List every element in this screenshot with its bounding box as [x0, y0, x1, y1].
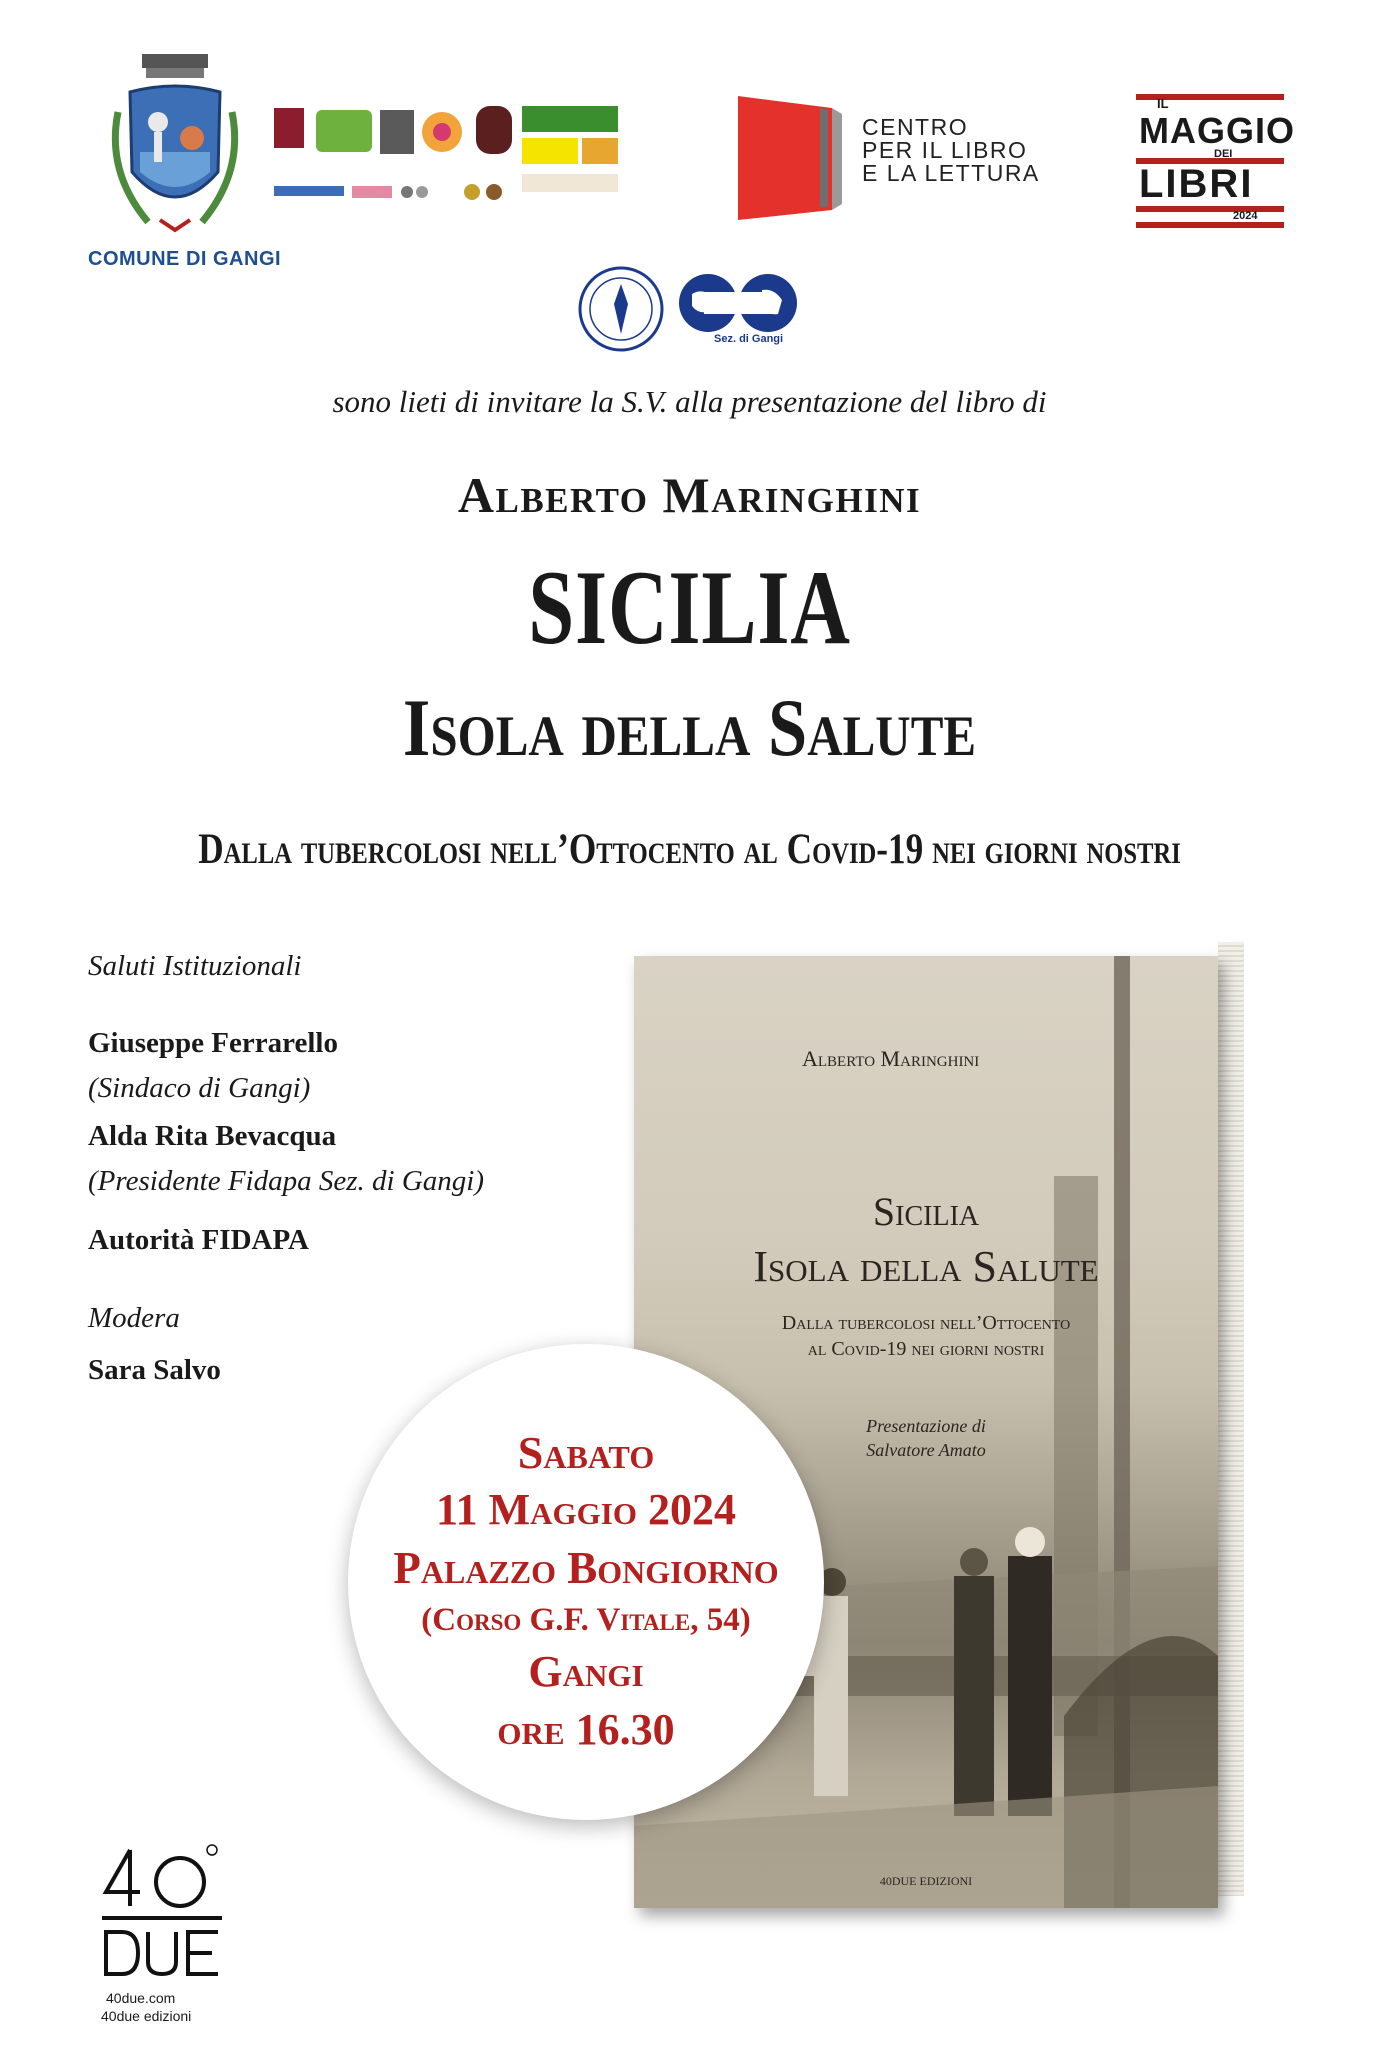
- cover-publisher: 40DUE EDIZIONI: [879, 1874, 973, 1888]
- maggio-year: 2024: [1233, 210, 1258, 222]
- bpw-globe-logo: [678, 270, 798, 336]
- comune-di-gangi-crest: [100, 52, 250, 244]
- book-title-line1: SICILIA: [528, 549, 851, 666]
- cll-line2: PER IL LIBRO: [862, 137, 1028, 163]
- cover-presentation-label: Presentazione di: [866, 1416, 986, 1436]
- moderator-label: Modera: [88, 1302, 180, 1334]
- cover-presenter-name: Salvatore Amato: [866, 1440, 986, 1460]
- centro-libro-lettura-text: [862, 116, 1040, 185]
- maggio-dei: DEI: [1214, 148, 1233, 160]
- speaker-2-name: Alda Rita Bevacqua: [88, 1120, 337, 1152]
- event-venue: Palazzo Bongiorno: [393, 1543, 779, 1593]
- event-time: ore 16.30: [497, 1705, 675, 1754]
- authority-line: [88, 1222, 309, 1258]
- event-address: (Corso G.F. Vitale, 54): [421, 1602, 751, 1638]
- publisher-name: 40due edizioni: [101, 2008, 192, 2024]
- tourism-badges-group: [272, 104, 654, 208]
- speaker-1-name: Giuseppe Ferrarello: [88, 1027, 338, 1059]
- centro-libro-lettura-logo-mark: [728, 94, 846, 222]
- cll-line3: E LA LETTURA: [862, 160, 1040, 186]
- fidapa-section-label: Sez. di Gangi: [714, 333, 784, 345]
- maggio-word: MAGGIO: [1139, 110, 1295, 151]
- speaker-1-role: (Sindaco di Gangi): [88, 1072, 311, 1104]
- speaker-2-role: (Presidente Fidapa Sez. di Gangi): [88, 1165, 484, 1197]
- authority-prefix: Autorità: [88, 1224, 195, 1256]
- maggio-il: IL: [1157, 96, 1169, 111]
- comune-name: COMUNE DI GANGI: [88, 248, 282, 270]
- event-day: Sabato: [517, 1427, 655, 1478]
- cover-subtitle-line2: al Covid-19 nei giorni nostri: [807, 1338, 1045, 1360]
- book-subtitle: Dalla tubercolosi nell’Ottocento al Covid-19 nei giorni nostri: [198, 826, 1181, 873]
- author-name: Alberto Maringhini: [457, 467, 922, 523]
- greetings-label: Saluti Istituzionali: [88, 950, 302, 982]
- libri-word: LIBRI: [1139, 162, 1254, 206]
- event-badge: [348, 1344, 824, 1820]
- cll-line1: CENTRO: [862, 114, 969, 140]
- event-date: 11 Maggio 2024: [436, 1485, 736, 1534]
- 40due-logo: [100, 1842, 224, 1988]
- invitation-line: sono lieti di invitare la S.V. alla presentazione del libro di: [332, 384, 1047, 419]
- fidapa-logo: [576, 264, 666, 354]
- cover-author: Alberto Maringhini: [802, 1046, 980, 1071]
- event-town: Gangi: [528, 1647, 644, 1696]
- book-page-edges: [1218, 942, 1244, 1897]
- cover-title-line1: Sicilia: [872, 1189, 980, 1234]
- book-title-line2: Isola della Salute: [402, 682, 977, 773]
- moderator-name: Sara Salvo: [88, 1354, 221, 1386]
- cover-subtitle-line1: Dalla tubercolosi nell’Ottocento: [781, 1312, 1071, 1334]
- cover-title-line2: Isola della Salute: [753, 1242, 1099, 1291]
- authority-org: FIDAPA: [201, 1224, 309, 1256]
- publisher-url: 40due.com: [106, 1990, 176, 2006]
